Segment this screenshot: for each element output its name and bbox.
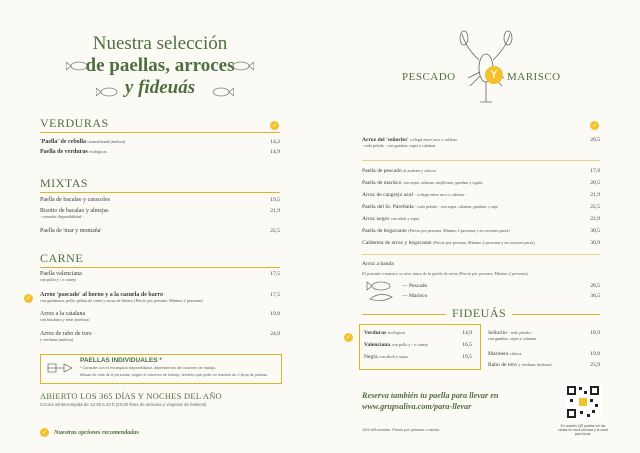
footer-left: 10% IVA incluido. Precio por persona o ración. — [362, 428, 441, 432]
menu-item: Paella de marisco con sepia, calamar, mejillones, gambas y cigala 20,5 — [362, 180, 600, 186]
menu-item: Paella del Sr. Parellada - todo pelado - con sepia, calamar, gambas y rape 22,5 — [362, 204, 600, 210]
menu-item: Marinera clásica 19,9 — [488, 351, 600, 357]
menu-item: 'Paella' de cebolla caramelizada (melosa) 14,2 — [40, 139, 280, 145]
menu-item: Arroz de cangrejo azul - a elegir entre seco o caldoso - 21,9 — [362, 192, 600, 198]
recommended-icon: ✓ — [345, 334, 352, 341]
menu-item: Valenciana con pollo y / o conejo 16,5 — [364, 342, 472, 348]
menu-item: Risotto de bacalao y almejas 21,9 - consulte disponibilidad - — [40, 208, 280, 220]
shrimp-icon — [366, 291, 396, 303]
menu-item: Paella de pescado al azafrán y cítricos 17,9 — [362, 168, 600, 174]
menu-item: Paella valenciana 17,5 con pollo y / o conejo — [40, 271, 280, 283]
individual-title: PAELLAS INDIVIDUALES * — [80, 357, 162, 364]
recommended-icon: ✓ — [25, 295, 32, 302]
title-line2: de paellas, arroces — [85, 55, 235, 76]
open-title: ABIERTO LOS 365 DÍAS Y NOCHES DEL AÑO — [40, 392, 222, 401]
lobster-icon — [458, 28, 514, 108]
brand-right: MARISCO — [507, 71, 561, 83]
banda-title: Arroz a banda — [362, 261, 394, 267]
divider — [362, 254, 600, 255]
fish-icon — [208, 86, 234, 98]
brand-left: PESCADO — [402, 71, 456, 83]
qr-code-icon[interactable] — [565, 384, 601, 420]
individual-note1: * Consulte con el encargado disponibilidad, dependiendo del volumen de trabajo. — [80, 366, 217, 370]
title-line3: y fideuás — [124, 77, 196, 98]
fish-icon — [96, 86, 122, 98]
fish-icon — [228, 60, 254, 72]
divider — [362, 160, 600, 161]
menu-item: Arroz del 'señorito' a elegir entre seco o caldoso 20,5 - todo pelado - con gambas, sepia y calamar — [362, 137, 600, 149]
mixtas-heading: MIXTAS — [40, 176, 280, 193]
individual-note2: Mesas de más de 8 personas, según el volumen de trabajo, tendrán que pedir un máximo de 2 tipos de paellas. — [80, 373, 269, 377]
banda-note: El pescado o marisco se sirve antes de la paella de arroz (Precio por persona. Mínimo 2 personas) — [362, 271, 529, 276]
carne-heading: CARNE — [40, 251, 280, 268]
recommended-icon: ✓ — [271, 122, 278, 129]
menu-item: Verduras ecológicas 14,9 — [364, 330, 472, 336]
brand-badge: Y — [485, 66, 503, 84]
reserve-url[interactable]: www.grupsaliva.com/para-llevar — [362, 402, 472, 411]
menu-item: Arroz de rabo de toro 24,9 y verduras (melosa) — [40, 331, 280, 343]
menu-item: — Pescado 28,5 — [402, 283, 600, 289]
recommended-icon: ✓ — [591, 122, 598, 129]
fish-icon — [66, 60, 92, 72]
menu-item: Paella de 'mar y montaña' 22,5 — [40, 228, 280, 234]
menu-item: Caldereta de arroz y bogavante (Precio por persona. Mínimo 2 personas y en raciones pares) 30,9 — [362, 240, 600, 246]
menu-item: Señorito - todo pelado - 18,9 con gambas, sepia y calamar — [488, 330, 600, 341]
menu-item: Rabo de toro y verduras (melosa) 23,9 — [488, 362, 600, 368]
footer-right: En nuestro QR podrás ver las cartas en otros idiomas y la carta para llevar. — [558, 424, 608, 436]
open-hours: Cocina ininterrumpida de 12:30 a 23 h (23:30 fines de semana y vísperas de festivos) — [40, 402, 207, 407]
reserve-line1: Reserva también tu paella para llevar en — [362, 391, 499, 400]
recommended-icon: ✓ — [41, 429, 48, 436]
menu-item: Paella de bacalao y caracoles 19,5 — [40, 197, 280, 203]
menu-item: Paella de bogavante (Precio por persona. Mínimo 2 personas y en raciones pares) 30,5 — [362, 228, 600, 234]
verduras-heading: VERDURAS — [40, 116, 280, 133]
pointing-hand-icon — [46, 360, 74, 376]
fideuas-heading: FIDEUÁS — [446, 306, 512, 321]
menu-item: Arroz 'pascado' al horno y a la cazuela de barro 17,5 con garbanzos, pollo, pelota de carne y zorza de ibérico (Precio por persona. Mínimo 2 personas) — [40, 292, 280, 304]
menu-item: — Marisco 36,5 — [402, 293, 600, 299]
title-line1: Nuestra selección — [92, 33, 228, 54]
menu-item: Arroz negro con alioli y sepia 22,9 — [362, 216, 600, 222]
recommended-label: Nuestras opciones recomendadas — [54, 429, 139, 436]
menu-item: Paella de verduras ecológicas 14,9 — [40, 149, 280, 155]
menu-item: Arroz a la catalana 19,9 con butifarra y setas (melosa) — [40, 311, 280, 323]
menu-item: Negra con alioli y sepia 19,5 — [364, 354, 472, 360]
